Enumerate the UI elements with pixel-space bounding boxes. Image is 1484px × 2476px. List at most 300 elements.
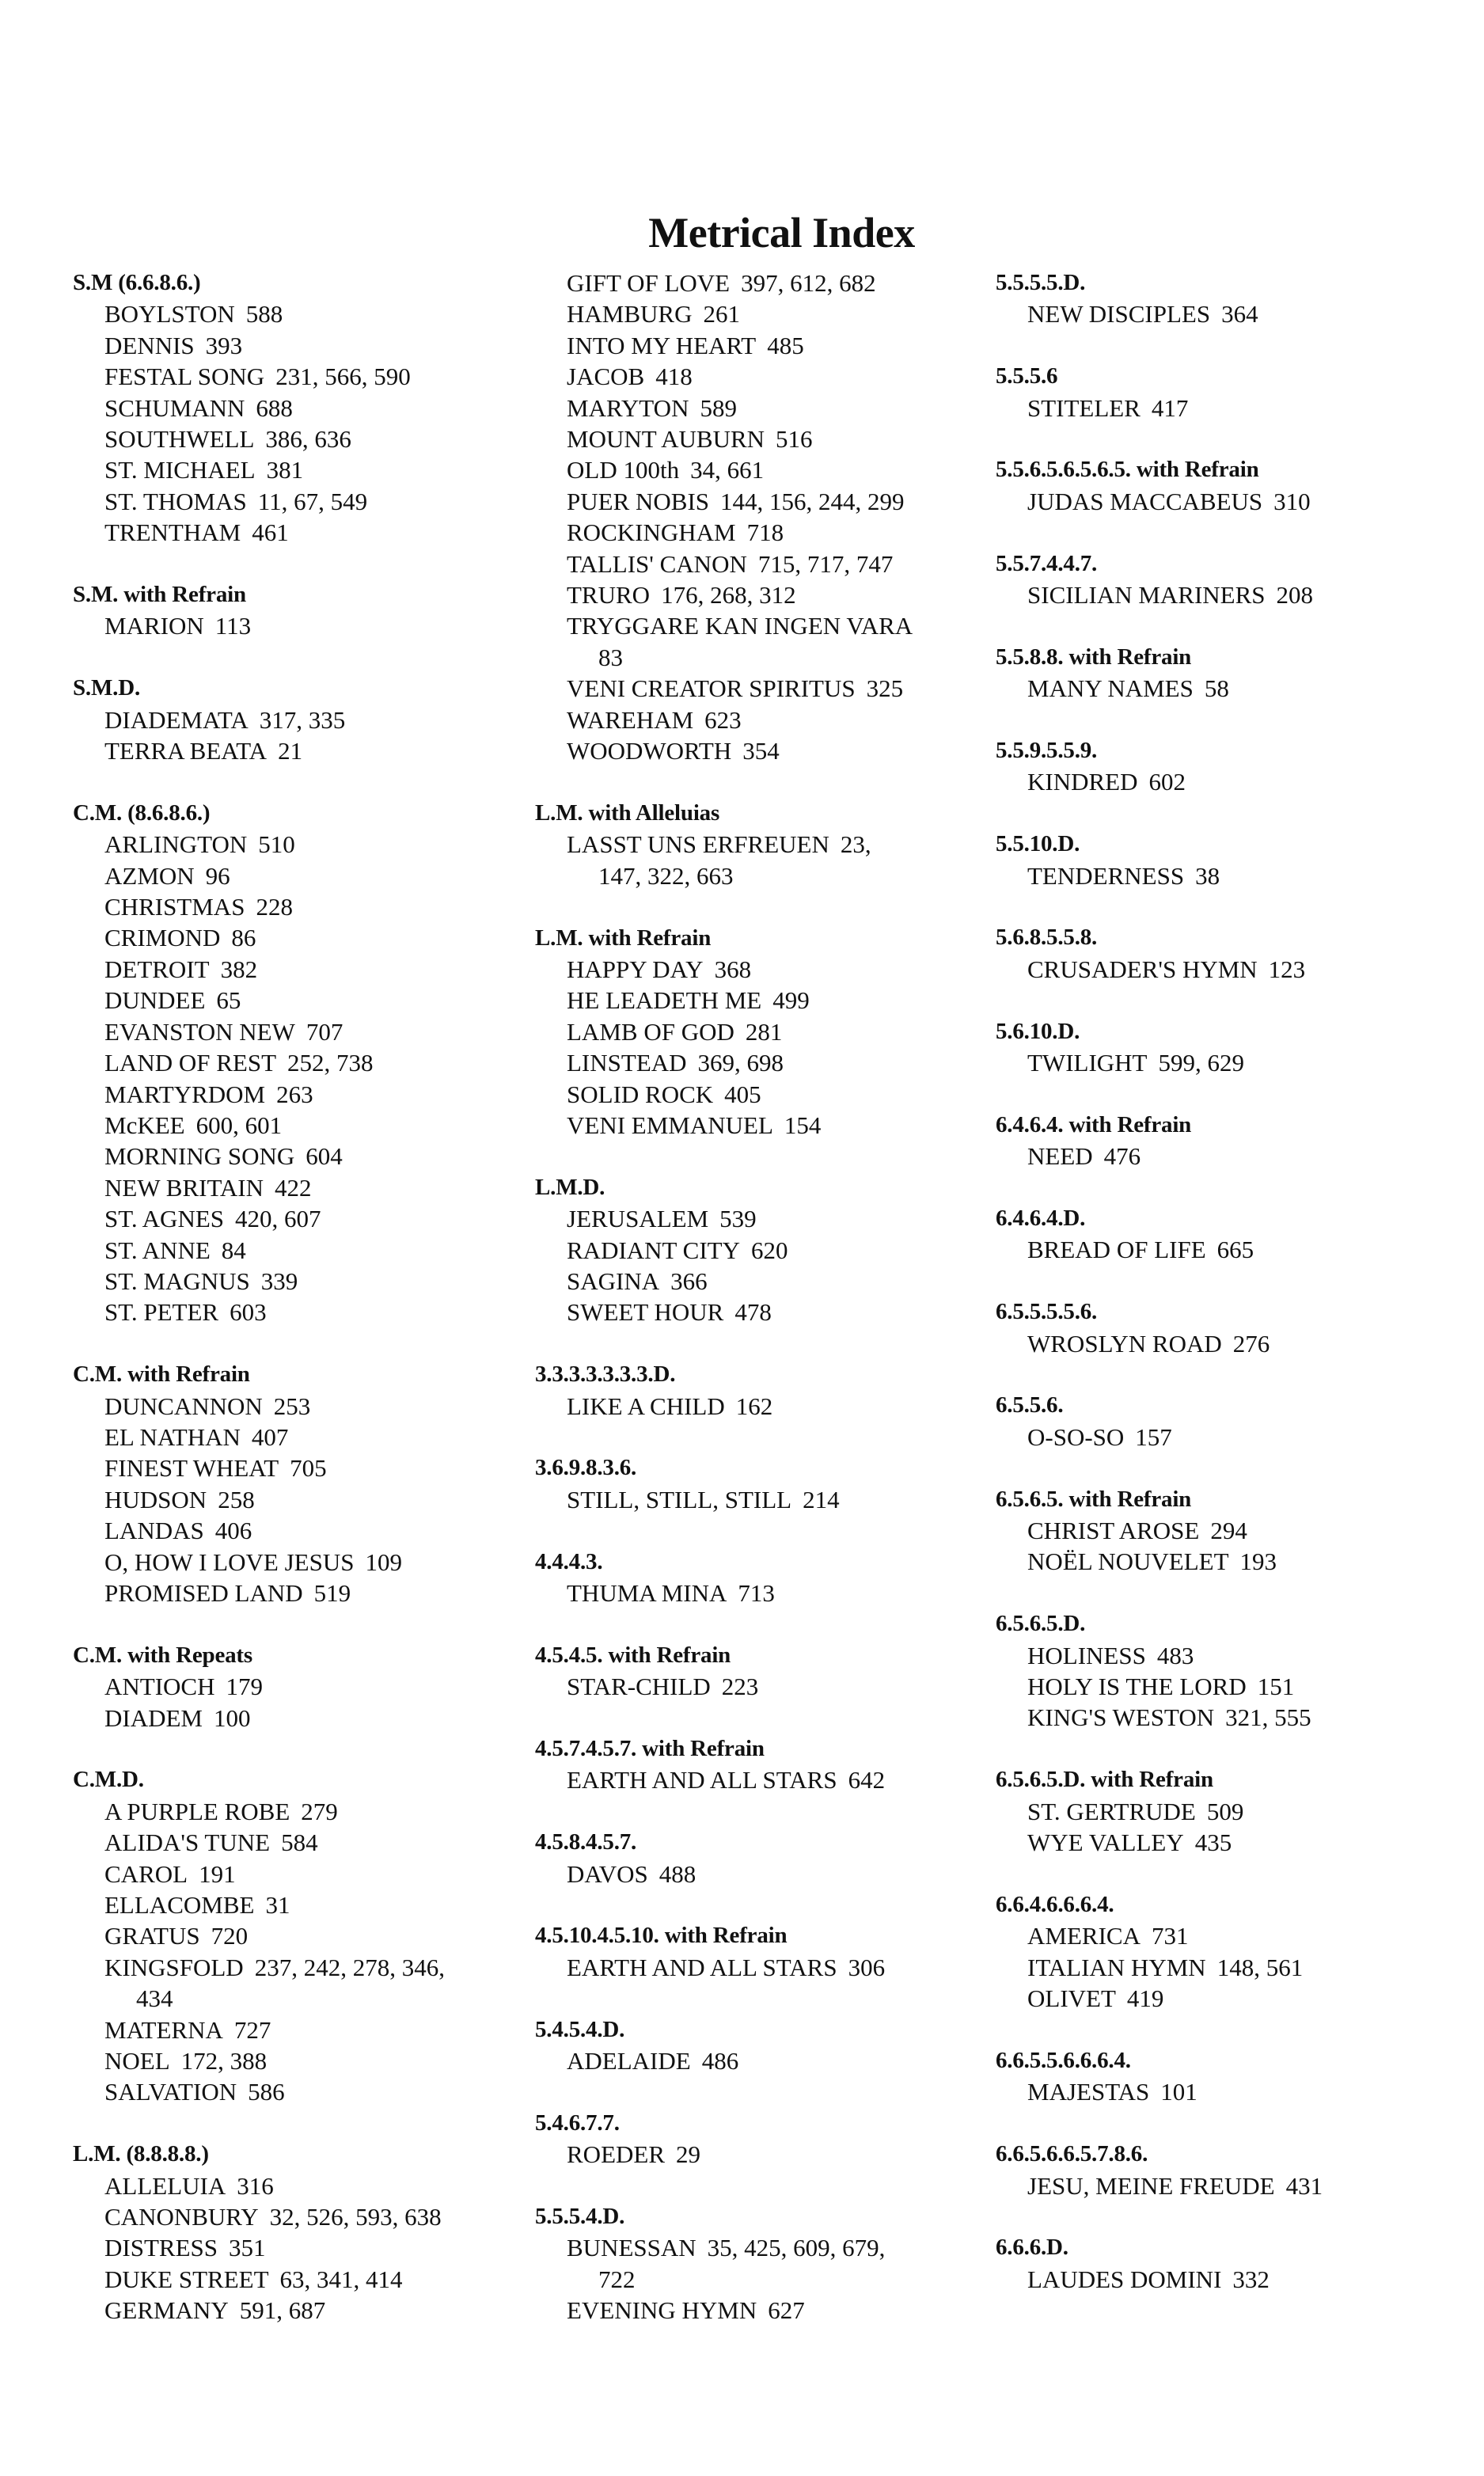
tune-entry: [73, 1578, 516, 1608]
tune-name: TERRA BEATA: [104, 737, 268, 765]
hymn-numbers: 727: [233, 2015, 271, 2044]
hymn-numbers: 123: [1268, 955, 1306, 983]
hymn-numbers: 279: [301, 1797, 338, 1825]
hymn-numbers: 397, 612, 682: [741, 269, 876, 297]
tune-entry: [73, 2076, 516, 2107]
tune-entry: [73, 361, 516, 392]
meter-group: [535, 923, 978, 1141]
tune-name: ST. MAGNUS: [104, 1266, 250, 1295]
tune-entry: [535, 2045, 978, 2076]
tune-name: DUNDEE: [104, 986, 206, 1015]
hymn-numbers: 386, 636: [265, 425, 351, 454]
hymn-numbers: 261: [703, 300, 740, 328]
meter-group: [996, 268, 1439, 330]
hymn-numbers: 584: [281, 1829, 318, 1857]
tune-entry: [73, 891, 516, 922]
tune-entry: [535, 1952, 978, 1983]
hymn-numbers: 435: [1194, 1829, 1232, 1857]
tune-entry: [73, 330, 516, 361]
tune-entry: [535, 1297, 978, 1327]
hymn-numbers: 620: [751, 1236, 788, 1264]
meter-heading: 5.5.8.8. with Refrain: [996, 644, 1192, 670]
tune-entry: [73, 1952, 516, 1983]
tune-entry: [996, 2170, 1439, 2201]
tune-entry: [73, 922, 516, 953]
tune-name: OLIVET: [1027, 1984, 1116, 2013]
tune-entry: [73, 2232, 516, 2263]
hymn-numbers: 707: [306, 1017, 343, 1046]
tune-entry: [73, 954, 516, 985]
meter-group: [996, 1484, 1439, 1578]
tune-name: ROEDER: [567, 2140, 665, 2169]
tune-name: McKEE: [104, 1111, 185, 1139]
hymn-numbers: 58: [1204, 674, 1229, 703]
tune-entry: [73, 486, 516, 517]
tune-name: VENI CREATOR SPIRITUS: [567, 674, 856, 703]
tune-name: STAR-CHILD: [567, 1673, 711, 1701]
hymn-numbers: 191: [199, 1859, 236, 1888]
hymn-numbers: 252, 738: [287, 1049, 374, 1077]
meter-heading: 6.5.5.6.: [996, 1392, 1064, 1418]
hymn-numbers: 228: [256, 893, 293, 921]
meter-group: [996, 2139, 1439, 2201]
hymn-numbers: 96: [205, 861, 230, 890]
tune-name: DAVOS: [567, 1859, 648, 1888]
hymn-numbers: 586: [248, 2078, 285, 2106]
tune-entry: [73, 1796, 516, 1827]
tune-entry: [996, 298, 1439, 329]
hymn-numbers: 369, 698: [697, 1049, 784, 1077]
tune-name: CHRIST AROSE: [1027, 1517, 1200, 1545]
tune-name: GIFT OF LOVE: [567, 269, 731, 297]
tune-entry: [996, 1047, 1439, 1078]
hymn-numbers: 113: [214, 612, 252, 640]
hymn-numbers: 705: [290, 1454, 327, 1483]
hymn-numbers: 29: [676, 2140, 700, 2169]
tune-entry: [535, 1764, 978, 1795]
tune-entry: [73, 1047, 516, 1078]
meter-group: [996, 1203, 1439, 1266]
tune-entry: [996, 860, 1439, 891]
tune-name: CHRISTMAS: [104, 893, 245, 921]
tune-name: MANY NAMES: [1027, 674, 1194, 703]
tune-name: HE LEADETH ME: [567, 986, 762, 1015]
tune-entry: [73, 1453, 516, 1483]
hymn-numbers: 510: [258, 830, 295, 859]
hymn-numbers: 488: [659, 1859, 696, 1888]
tune-entry: [73, 1110, 516, 1141]
hymn-numbers: 603: [230, 1298, 267, 1327]
tune-name: JUDAS MACCABEUS: [1027, 487, 1263, 515]
hymn-numbers: 591, 687: [239, 2296, 326, 2325]
hymn-numbers: 431: [1285, 2171, 1323, 2200]
tune-name: TALLIS' CANON: [567, 549, 747, 578]
tune-name: O, HOW I LOVE JESUS: [104, 1548, 355, 1576]
tune-entry: [73, 2295, 516, 2326]
hymn-numbers: 63, 341, 414: [279, 2265, 403, 2293]
tune-entry: [73, 454, 516, 485]
tune-name: MATERNA: [104, 2015, 223, 2044]
tune-entry: [535, 486, 978, 517]
meter-group: [535, 1640, 978, 1703]
hymn-numbers: 589: [700, 393, 737, 422]
tune-entry: [73, 2170, 516, 2201]
meter-group: [535, 1827, 978, 1889]
hymn-numbers: 731: [1151, 1922, 1189, 1950]
meter-heading: 3.6.9.8.3.6.: [535, 1455, 637, 1481]
meter-heading: 5.5.5.6: [996, 363, 1058, 389]
tune-name: O-SO-SO: [1027, 1422, 1125, 1451]
hymn-numbers: 602: [1148, 768, 1186, 796]
meter-group: [73, 2139, 516, 2326]
tune-entry: [535, 268, 978, 298]
tune-name: NEW DISCIPLES: [1027, 300, 1211, 328]
hymn-numbers: 627: [768, 2296, 805, 2325]
meter-group: [535, 268, 978, 767]
hymn-numbers: 422: [275, 1173, 312, 1202]
tune-name: JESU, MEINE FREUDE: [1027, 2171, 1275, 2200]
meter-heading: 6.6.5.6.6.5.7.8.6.: [996, 2141, 1148, 2167]
tune-entry: [535, 1016, 978, 1047]
meter-group: [996, 922, 1439, 985]
meter-heading: L.M. with Alleluias: [535, 799, 720, 826]
meter-heading: 5.5.6.5.6.5.6.5. with Refrain: [996, 457, 1259, 483]
meter-heading: 5.5.10.D.: [996, 831, 1080, 857]
tune-name: NEW BRITAIN: [104, 1173, 264, 1202]
tune-name: BUNESSAN: [567, 2234, 696, 2262]
hymn-numbers: 208: [1276, 581, 1314, 610]
hymn-numbers-continued: 147, 322, 663: [598, 861, 734, 890]
tune-entry: [996, 393, 1439, 423]
tune-name: VENI EMMANUEL: [567, 1111, 773, 1139]
meter-group: [996, 1110, 1439, 1172]
meter-heading: 6.5.6.5.D.: [996, 1611, 1086, 1637]
tune-name: FINEST WHEAT: [104, 1454, 279, 1483]
tune-name: DUNCANNON: [104, 1392, 263, 1420]
hymn-numbers: 231, 566, 590: [275, 363, 411, 391]
tune-entry: [73, 829, 516, 860]
hymn-numbers: 32, 526, 593, 638: [269, 2203, 442, 2231]
tune-name: ST. THOMAS: [104, 487, 247, 515]
hymn-numbers: 109: [365, 1548, 402, 1576]
tune-name: THUMA MINA: [567, 1578, 727, 1607]
meter-group: [996, 1764, 1439, 1858]
tune-name: MORNING SONG: [104, 1142, 295, 1171]
meter-heading: L.M. (8.8.8.8.): [73, 2141, 209, 2167]
hymn-numbers: 588: [245, 300, 283, 328]
hymn-numbers: 486: [701, 2046, 739, 2075]
meter-group: [535, 1547, 978, 1609]
meter-heading: L.M. with Refrain: [535, 925, 712, 951]
tune-entry: [535, 673, 978, 704]
tune-entry: [996, 579, 1439, 610]
tune-entry: [535, 517, 978, 548]
meter-heading: 6.5.5.5.5.6.: [996, 1299, 1098, 1325]
meter-group: [996, 642, 1439, 704]
hymn-numbers: 599, 629: [1158, 1049, 1244, 1077]
meter-heading: C.M. with Refrain: [73, 1361, 250, 1388]
tune-entry: [73, 2015, 516, 2045]
hymn-numbers: 419: [1126, 1984, 1164, 2013]
hymn-numbers: 382: [220, 955, 258, 983]
tune-entry: [73, 1889, 516, 1920]
meter-group: [73, 1640, 516, 1734]
meter-group: [996, 1016, 1439, 1079]
tune-entry: [73, 860, 516, 891]
tune-entry: [535, 1859, 978, 1889]
meter-heading: 4.4.4.3.: [535, 1548, 603, 1574]
tune-name: CRUSADER'S HYMN: [1027, 955, 1258, 983]
hymn-numbers: 406: [214, 1517, 252, 1545]
meter-heading: 4.5.8.4.5.7.: [535, 1829, 637, 1855]
tune-name: DUKE STREET: [104, 2265, 269, 2293]
hymn-numbers: 21: [278, 737, 303, 765]
meter-group: [996, 735, 1439, 798]
hymn-numbers: 157: [1135, 1422, 1172, 1451]
tune-entry: [996, 1546, 1439, 1577]
meter-heading: 4.5.7.4.5.7. with Refrain: [535, 1735, 765, 1761]
meter-heading: 6.6.4.6.6.6.4.: [996, 1891, 1114, 1917]
tune-name: ITALIAN HYMN: [1027, 1953, 1206, 1981]
tune-entry: [535, 735, 978, 766]
tune-name: ADELAIDE: [567, 2046, 691, 2075]
tune-entry: [535, 2139, 978, 2170]
tune-name: EL NATHAN: [104, 1422, 241, 1451]
tune-name: MARTYRDOM: [104, 1080, 266, 1108]
tune-entry: [996, 1952, 1439, 1983]
meter-group: [73, 1359, 516, 1608]
hymn-numbers: 151: [1257, 1673, 1295, 1701]
meter-heading: C.M.D.: [73, 1767, 144, 1793]
hymn-numbers: 499: [772, 986, 810, 1015]
hymn-numbers: 31: [265, 1891, 290, 1920]
meter-group: [73, 579, 516, 642]
hymn-numbers: 665: [1216, 1236, 1254, 1264]
tune-name: TRURO: [567, 581, 651, 610]
hymn-numbers: 688: [256, 393, 293, 422]
tune-entry: [73, 1079, 516, 1110]
tune-entry: [535, 985, 978, 1016]
tune-name: SAGINA: [567, 1266, 660, 1295]
tune-name: ALLELUIA: [104, 2171, 226, 2200]
tune-name: TENDERNESS: [1027, 861, 1185, 890]
hymn-numbers: 539: [719, 1205, 757, 1233]
hymn-numbers: 214: [803, 1485, 840, 1513]
tune-entry: [73, 1515, 516, 1546]
tune-name: OLD 100th: [567, 456, 680, 484]
hymn-numbers: 420, 607: [235, 1205, 321, 1233]
hymn-numbers: 86: [231, 924, 256, 952]
tune-entry: [73, 985, 516, 1016]
hymn-numbers: 154: [784, 1111, 822, 1139]
tune-entry: [73, 2045, 516, 2076]
meter-heading: S.M (6.6.8.6.): [73, 270, 201, 295]
tune-entry: [535, 1235, 978, 1266]
tune-name: TWILIGHT: [1027, 1049, 1148, 1077]
meter-group: [996, 1297, 1439, 1359]
tune-entry: [535, 704, 978, 735]
tune-entry: [73, 1827, 516, 1858]
hymn-numbers: 317, 335: [259, 705, 346, 734]
tune-entry: [535, 1266, 978, 1297]
hymn-numbers: 485: [767, 331, 804, 359]
meter-group: [535, 2015, 978, 2077]
meter-heading: 5.4.6.7.7.: [535, 2110, 620, 2136]
tune-name: SOUTHWELL: [104, 425, 255, 454]
tune-name: A PURPLE ROBE: [104, 1797, 290, 1825]
tune-name: SWEET HOUR: [567, 1298, 724, 1327]
tune-entry: [535, 1484, 978, 1515]
meter-heading: C.M. (8.6.8.6.): [73, 799, 211, 826]
tune-name: DIADEM: [104, 1703, 203, 1732]
tune-name: ELLACOMBE: [104, 1891, 255, 1920]
meter-group: [996, 1608, 1439, 1734]
tune-name: LAUDES DOMINI: [1027, 2265, 1222, 2293]
tune-name: TRYGGARE KAN INGEN VARA: [567, 612, 913, 640]
hymn-numbers: 276: [1232, 1329, 1270, 1358]
tune-name: WOODWORTH: [567, 737, 732, 765]
hymn-numbers: 476: [1103, 1142, 1141, 1171]
tune-entry: [535, 1110, 978, 1141]
tune-entry: [535, 1203, 978, 1234]
hymn-numbers: 516: [776, 425, 813, 454]
tune-entry: [73, 1016, 516, 1047]
hymn-numbers-continued: 722: [598, 2265, 636, 2293]
tune-entry: [996, 1671, 1439, 1702]
tune-name: ARLINGTON: [104, 830, 248, 859]
hymn-numbers: 34, 661: [690, 456, 765, 484]
tune-entry: [535, 1079, 978, 1110]
meter-group: [535, 2201, 978, 2326]
tune-entry: [996, 1422, 1439, 1453]
hymn-numbers: 237, 242, 278, 346,: [254, 1953, 445, 1981]
tune-entry: [73, 1235, 516, 1266]
hymn-numbers: 351: [228, 2234, 266, 2262]
tune-entry: [73, 1297, 516, 1327]
tune-entry: [996, 1640, 1439, 1671]
tune-name: EARTH AND ALL STARS: [567, 1953, 837, 1981]
hymn-numbers: 623: [704, 705, 742, 734]
tune-name: DISTRESS: [104, 2234, 218, 2262]
meter-heading: 6.6.5.5.6.6.6.4.: [996, 2047, 1131, 2073]
hymn-numbers: 176, 268, 312: [661, 581, 796, 610]
tune-entry: [73, 1920, 516, 1951]
tune-entry: [73, 2264, 516, 2295]
hymn-numbers: 720: [211, 1922, 249, 1950]
tune-name: CRIMOND: [104, 924, 221, 952]
meter-heading: 6.6.6.D.: [996, 2235, 1068, 2261]
tune-name: TRENTHAM: [104, 518, 241, 547]
meter-group: [996, 1390, 1439, 1453]
tune-entry: [996, 1234, 1439, 1265]
tune-entry: [535, 1578, 978, 1608]
hymn-numbers: 354: [742, 737, 780, 765]
tune-entry: [996, 673, 1439, 704]
tune-entry: [535, 423, 978, 454]
meter-group: [996, 829, 1439, 891]
tune-entry: [73, 1671, 516, 1702]
hymn-numbers: 332: [1232, 2265, 1270, 2293]
tune-entry: [73, 1266, 516, 1297]
tune-name: LANDAS: [104, 1517, 204, 1545]
index-column-2: [535, 268, 978, 2357]
tune-name: STITELER: [1027, 393, 1141, 422]
hymn-numbers: 364: [1221, 300, 1258, 328]
tune-name: KINDRED: [1027, 768, 1138, 796]
tune-name: WYE VALLEY: [1027, 1829, 1184, 1857]
hymn-numbers: 223: [721, 1673, 759, 1701]
tune-name: HUDSON: [104, 1485, 207, 1513]
hymn-numbers: 366: [670, 1266, 708, 1295]
tune-entry: [996, 1141, 1439, 1172]
hymn-numbers: 294: [1210, 1517, 1247, 1545]
tune-name: EVANSTON NEW: [104, 1017, 295, 1046]
tune-name: AZMON: [104, 861, 195, 890]
meter-heading: 4.5.10.4.5.10. with Refrain: [535, 1923, 788, 1949]
tune-entry: [73, 1547, 516, 1578]
tune-name: ST. GERTRUDE: [1027, 1797, 1196, 1825]
hymn-numbers: 405: [724, 1080, 761, 1108]
tune-entry: [73, 704, 516, 735]
meter-group: [73, 268, 516, 549]
tune-entry: [73, 1172, 516, 1203]
meter-heading: 6.4.6.4. with Refrain: [996, 1111, 1192, 1137]
hymn-numbers: 100: [214, 1703, 251, 1732]
tune-name: DENNIS: [104, 331, 195, 359]
hymn-numbers: 715, 717, 747: [757, 549, 894, 578]
meter-heading: 5.6.10.D.: [996, 1018, 1080, 1044]
hymn-numbers: 172, 388: [180, 2047, 268, 2075]
hymn-numbers: 339: [260, 1266, 298, 1295]
tune-name: GERMANY: [104, 2296, 229, 2325]
hymn-numbers: 316: [237, 2171, 274, 2200]
tune-name: NEED: [1027, 1142, 1093, 1171]
meter-group: [996, 2232, 1439, 2295]
meter-heading: 5.5.5.5.D.: [996, 270, 1086, 295]
tune-name: ST. ANNE: [104, 1236, 211, 1264]
tune-name: HAMBURG: [567, 300, 693, 328]
tune-entry: [535, 393, 978, 423]
hymn-numbers: 144, 156, 244, 299: [720, 487, 905, 515]
tune-entry: [73, 393, 516, 423]
tune-entry: [535, 361, 978, 392]
meter-group: [996, 2045, 1439, 2108]
meter-heading: 5.5.7.4.4.7.: [996, 550, 1098, 576]
tune-entry: [996, 2264, 1439, 2295]
tune-name: JERUSALEM: [567, 1205, 709, 1233]
meter-heading: 5.5.9.5.5.9.: [996, 738, 1098, 764]
hymn-numbers: 368: [714, 955, 752, 983]
tune-entry: [535, 829, 978, 860]
meter-group: [535, 1734, 978, 1796]
hymn-numbers: 35, 425, 609, 679,: [707, 2234, 886, 2262]
hymn-numbers: 306: [848, 1953, 886, 1981]
meter-group: [73, 798, 516, 1328]
hymn-numbers: 417: [1151, 393, 1189, 422]
tune-entry: [996, 1983, 1439, 2014]
tune-name: FESTAL SONG: [104, 363, 265, 391]
tune-entry: [535, 2232, 978, 2263]
tune-entry: [73, 1859, 516, 1889]
tune-name: LAMB OF GOD: [567, 1017, 734, 1046]
hymn-numbers: 65: [216, 986, 241, 1015]
meter-heading: 6.4.6.4.D.: [996, 1206, 1086, 1232]
tune-name: ST. AGNES: [104, 1205, 225, 1233]
tune-entry: [996, 1827, 1439, 1858]
hymn-numbers: 325: [866, 674, 904, 703]
tune-entry: [996, 486, 1439, 517]
tune-entry: [73, 610, 516, 641]
